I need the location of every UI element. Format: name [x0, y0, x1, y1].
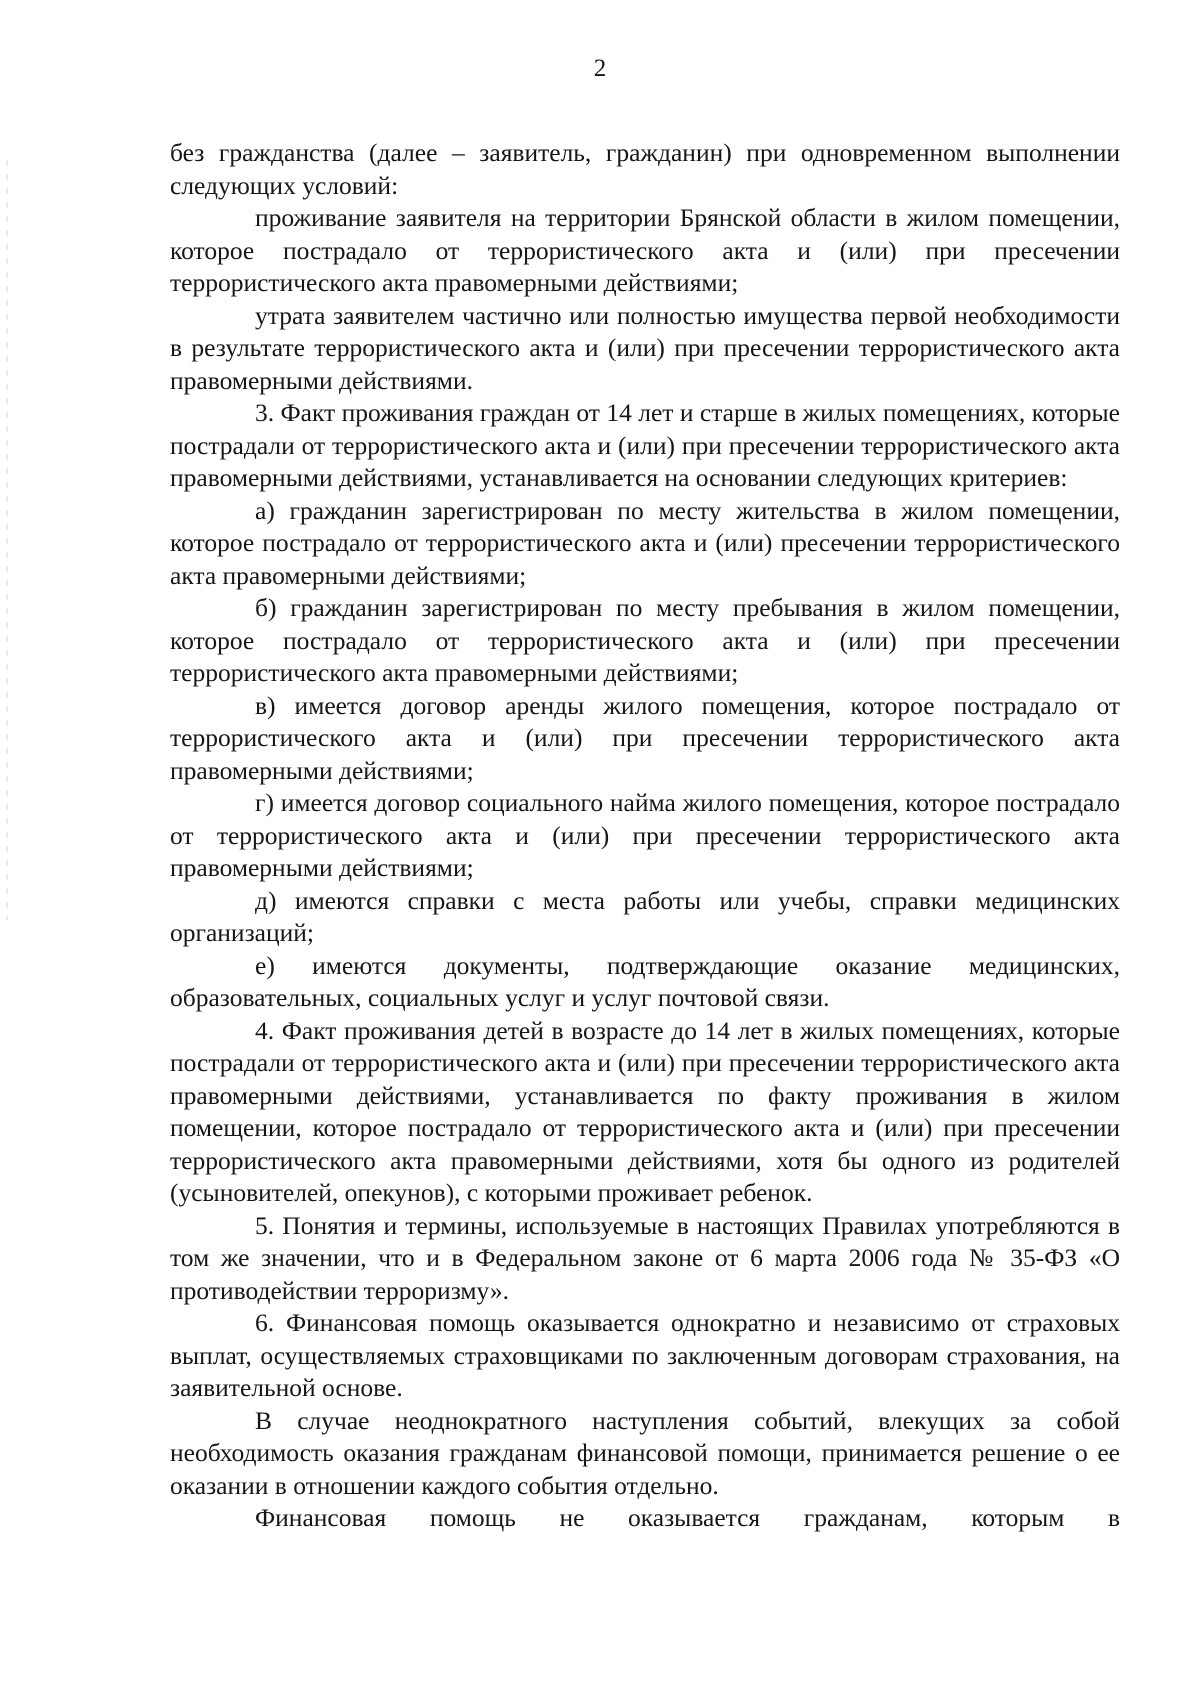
paragraph-criterion-b: б) гражданин зарегистрирован по месту пребывания в жилом помещении, которое пострадало от террористического акта и (или) при пресечении террористического акта правомерными действиями;: [170, 593, 1120, 687]
paragraph-continuation: без гражданства (далее – заявитель, гражданин) при одновременном выполнении следующих условий:: [170, 138, 1120, 200]
paragraph-continues-next-page: Финансовая помощь не оказывается гражданам, которым в: [255, 1503, 1120, 1532]
page-number: 2: [593, 55, 607, 82]
paragraph-condition-residence: проживание заявителя на территории Брянской области в жилом помещении, которое пострадало от террористического акта и (или) при пресечении террористического акта правомерными действиями;: [170, 203, 1120, 297]
document-body: [170, 137, 1120, 1535]
paragraph-repeated-events: В случае неоднократного наступления событий, влекущих за собой необходимость оказания гражданам финансовой помощи, принимается решение о ее оказании в отношении каждого события отдельно.: [170, 1405, 1120, 1500]
paragraph-item-4: 4. Факт проживания детей в возрасте до 14 лет в жилых помещениях, которые пострадали от террористического акта и (или) при пресечении террористического акта правомерными действиями, устанавливается по факту проживания в жилом помещении, которое пострадало от террористического акта и (или) при пресечении террористического акта правомерными действиями, хотя бы одного из родителей (усыновителей, опекунов), с которыми проживает ребенок.: [170, 1015, 1120, 1207]
paragraph-item-3: 3. Факт проживания граждан от 14 лет и старше в жилых помещениях, которые пострадали от террористического акта и (или) при пресечении террористического акта правомерными действиями, устанавливается на основании следующих критериев:: [170, 398, 1120, 492]
paragraph-item-5: 5. Понятия и термины, используемые в настоящих Правилах употребляются в том же значении, что и в Федеральном законе от 6 марта 2006 года № 35-ФЗ «О противодействии терроризму».: [170, 1210, 1120, 1305]
paragraph-criterion-g: г) имеется договор социального найма жилого помещения, которое пострадало от террористического акта и (или) при пресечении террористического акта правомерными действиями;: [170, 788, 1120, 882]
scan-edge-artifact: [6, 160, 8, 920]
paragraph-item-6: 6. Финансовая помощь оказывается однократно и независимо от страховых выплат, осуществляемых страховщиками по заключенным договорам страхования, на заявительной основе.: [170, 1308, 1120, 1402]
paragraph-criterion-v: в) имеется договор аренды жилого помещения, которое пострадало от террористического акта и (или) при пресечении террористического акта правомерными действиями;: [170, 690, 1120, 785]
paragraph-criterion-e: е) имеются документы, подтверждающие оказание медицинских, образовательных, социальных услуг и услуг почтовой связи.: [170, 950, 1120, 1012]
paragraph-condition-property-loss: утрата заявителем частично или полностью имущества первой необходимости в результате террористического акта и (или) при пресечении террористического акта правомерными действиями.: [170, 300, 1120, 395]
paragraph-criterion-a: а) гражданин зарегистрирован по месту жительства в жилом помещении, которое пострадало от террористического акта и (или) пресечении террористического акта правомерными действиями;: [170, 495, 1120, 590]
paragraph-criterion-d: д) имеются справки с места работы или учебы, справки медицинских организаций;: [170, 885, 1120, 947]
